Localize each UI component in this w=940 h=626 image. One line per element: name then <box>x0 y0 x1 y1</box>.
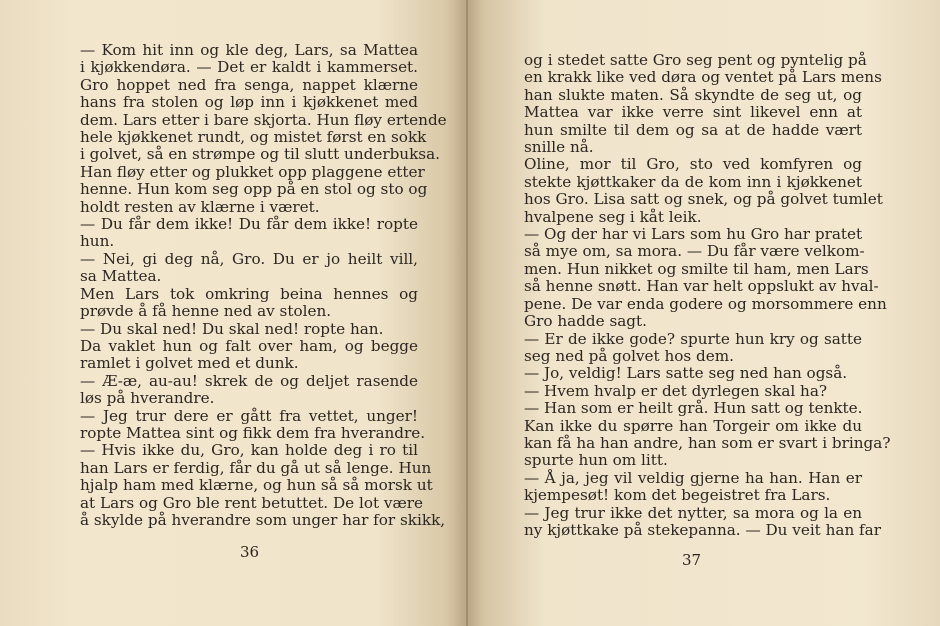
text-line: hele kjøkkenet rundt, og mistet først en sokk <box>80 128 427 147</box>
text-line: — Å ja, jeg vil veldig gjerne ha han. Han er <box>524 468 862 487</box>
text-line: Oline, mor til Gro, sto ved komfyren og <box>524 155 862 174</box>
text-line: kjempesøt! kom det begeistret fra Lars. <box>524 486 831 505</box>
text-line: hun. <box>80 232 115 251</box>
text-line: hans fra stolen og løp inn i kjøkkenet med <box>80 93 418 112</box>
text-line: å skylde på hverandre som unger har for skikk, <box>80 510 446 529</box>
text-line: hvalpene seg i kåt leik. <box>524 207 702 226</box>
text-line: ropte Mattea sint og fikk dem fra hverandre. <box>80 423 426 442</box>
text-line: han Lars er ferdig, får du gå ut så lenge. Hun <box>80 458 432 477</box>
text-line: — Jo, veldig! Lars satte seg ned han også. <box>524 364 848 383</box>
text-line: pene. De var enda godere og morsommere enn <box>524 294 887 313</box>
text-line: Han fløy etter og plukket opp plaggene etter <box>80 162 425 181</box>
text-line: dem. Lars etter i bare skjorta. Hun fløy ertende <box>80 110 447 129</box>
text-line: — Hvem hvalp er det dyrlegen skal ha? <box>524 381 828 400</box>
text-line: seg ned på golvet hos dem. <box>524 346 734 365</box>
text-line: hjalp ham med klærne, og hun så så morsk ut <box>80 476 433 495</box>
text-line: hos Gro. Lisa satt og snek, og på golvet tumlet <box>524 190 883 209</box>
text-line: — Jeg trur ikke det nytter, sa mora og la en <box>524 503 862 522</box>
text-line: Gro hoppet ned fra senga, nappet klærne <box>80 75 418 94</box>
text-line: — Nei, gi deg nå, Gro. Du er jo heilt vill, <box>80 249 418 268</box>
left-page-text <box>80 41 447 529</box>
text-line: at Lars og Gro ble rent betuttet. De lot være <box>80 493 423 512</box>
text-line: ny kjøttkake på stekepanna. — Du veit han far <box>524 520 881 539</box>
text-line: i kjøkkendøra. — Det er kaldt i kammerset. <box>80 58 418 77</box>
text-line: — Æ-æ, au-au! skrek de og deljet rasende <box>80 371 418 390</box>
text-line: — Han som er heilt grå. Hun satt og tenkte. <box>524 399 863 418</box>
text-line: — Kom hit inn og kle deg, Lars, sa Mattea <box>80 41 418 59</box>
text-line: Mattea var ikke verre sint likevel enn at <box>524 103 862 122</box>
text-line: ramlet i golvet med et dunk. <box>80 354 299 373</box>
left-page <box>0 0 466 626</box>
text-line: men. Hun nikket og smilte til ham, men Lars <box>524 259 869 278</box>
text-line: holdt resten av klærne i været. <box>80 197 320 216</box>
text-line: — Jeg trur dere er gått fra vettet, unger! <box>80 406 418 425</box>
text-line: Da vaklet hun og falt over ham, og begge <box>80 336 418 355</box>
text-line: — Er de ikke gode? spurte hun kry og satte <box>524 329 862 348</box>
text-line: — Du skal ned! Du skal ned! ropte han. <box>80 319 384 338</box>
text-line: en krakk like ved døra og ventet på Lars mens <box>524 68 882 87</box>
text-line: prøvde å få henne ned av stolen. <box>80 302 332 321</box>
text-line: så mye om, sa mora. — Du får være velkom- <box>524 242 865 261</box>
right-page <box>468 0 940 626</box>
text-line: og i stedet satte Gro seg pent og pyntelig på <box>524 51 867 69</box>
text-line: løs på hverandre. <box>80 389 215 408</box>
right-page-text <box>524 51 891 539</box>
text-line: Kan ikke du spørre han Torgeir om ikke du <box>524 416 862 435</box>
text-line: Men Lars tok omkring beina hennes og <box>80 284 418 303</box>
text-line: Gro hadde sagt. <box>524 312 647 331</box>
text-line: kan få ha han andre, han som er svart i bringa? <box>524 433 891 452</box>
text-line: hun smilte til dem og sa at de hadde vært <box>524 120 862 139</box>
text-line: i golvet, så en strømpe og til slutt underbuksa. <box>80 145 440 164</box>
left-page-number: 36 <box>240 543 260 561</box>
text-line: han slukte maten. Så skyndte de seg ut, og <box>524 85 862 104</box>
text-line: — Og der har vi Lars som hu Gro har pratet <box>524 225 863 244</box>
text-line: så henne snøtt. Han var helt oppslukt av hval- <box>524 277 879 296</box>
text-line: — Du får dem ikke! Du får dem ikke! ropte <box>80 215 418 234</box>
text-line: spurte hun om litt. <box>524 451 668 470</box>
text-line: snille nå. <box>524 138 594 157</box>
text-line: henne. Hun kom seg opp på en stol og sto og <box>80 180 428 199</box>
right-page-number: 37 <box>682 551 702 569</box>
text-line: stekte kjøttkaker da de kom inn i kjøkkenet <box>524 172 862 191</box>
text-line: sa Mattea. <box>80 267 162 286</box>
text-line: — Hvis ikke du, Gro, kan holde deg i ro til <box>80 441 418 460</box>
